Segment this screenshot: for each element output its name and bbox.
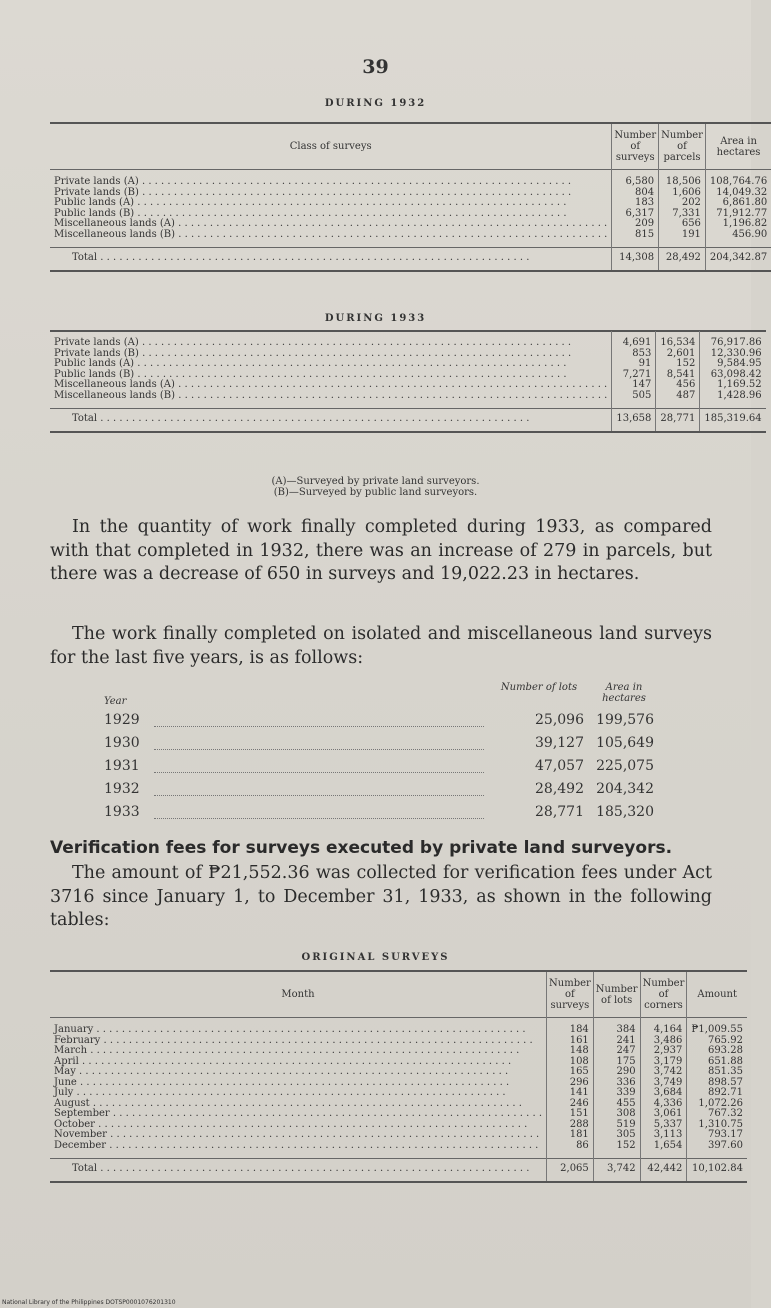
col-header: Number of lots	[500, 682, 578, 693]
col-header: Class of surveys	[289, 141, 372, 152]
row-label	[50, 1130, 547, 1141]
row-label-text: Private lands (B) . . .	[54, 188, 607, 199]
note-a: (A)—Surveyed by private land surveyors.	[271, 476, 480, 487]
col-header: Number of parcels	[659, 123, 706, 170]
paragraph-five-years: The work finally completed on isolated and miscellaneous land surveys for the last five years, is as follows:	[50, 624, 712, 668]
cell-value: 804	[612, 188, 659, 199]
five-year-row	[104, 781, 664, 804]
total-label-text: Total . . .	[72, 414, 607, 425]
cell-value: 456	[656, 380, 700, 391]
cell-value: ₱1,009.55	[687, 1018, 747, 1036]
row-label-text: Public lands (B) . . .	[54, 209, 607, 220]
table1-caption: DURING 1932	[324, 98, 427, 109]
cell-value: 767.32	[687, 1109, 747, 1120]
total-value: 204,342.87	[705, 248, 771, 271]
table-1933	[50, 330, 766, 433]
page-number: 39	[362, 56, 389, 78]
cell-value: 851.35	[687, 1067, 747, 1078]
total-label-text: Total . . .	[72, 253, 607, 264]
row-label	[50, 230, 612, 248]
cell-value: 91	[612, 359, 656, 370]
total-value: 2,065	[547, 1159, 594, 1182]
cell-value: 9,584.95	[700, 359, 766, 370]
total-value: 28,771	[656, 409, 700, 432]
cell-value: 4,691	[612, 331, 656, 349]
row-label-text: Private lands (A) . . .	[54, 338, 607, 349]
cell-value: 183	[612, 198, 659, 209]
row-label-text: January . . .	[54, 1025, 542, 1036]
cell-value: 1,169.52	[700, 380, 766, 391]
leader-dots	[154, 785, 484, 796]
row-label-text: Private lands (B) . . .	[54, 349, 607, 360]
table-row	[50, 391, 766, 409]
section-heading: Verification fees for surveys executed by private land surveyors.	[50, 838, 673, 858]
row-label	[50, 359, 612, 370]
table-row	[50, 1130, 747, 1141]
row-label-text: Miscellaneous lands (B) . . .	[54, 230, 607, 241]
cell-value: 1,072.26	[687, 1099, 747, 1110]
row-label-text: Miscellaneous lands (A) . . .	[54, 219, 607, 230]
cell-value: 71,912.77	[705, 209, 771, 220]
total-value: 14,308	[612, 248, 659, 271]
row-label	[50, 170, 612, 188]
area-value: 185,320	[596, 804, 654, 820]
cell-value: 2,601	[656, 349, 700, 360]
note-b: (B)—Surveyed by public land surveyors.	[273, 487, 478, 498]
cell-value: 14,049.32	[705, 188, 771, 199]
cell-value: 241	[593, 1036, 640, 1047]
cell-value: 7,271	[612, 370, 656, 381]
cell-value: 108,764.76	[705, 170, 771, 188]
table-row	[50, 1018, 747, 1036]
year: 1933	[104, 804, 140, 820]
total-label	[50, 248, 612, 271]
row-label-text: April . . .	[54, 1057, 542, 1068]
row-label-text: December . . .	[54, 1141, 542, 1152]
cell-value: 1,654	[640, 1141, 687, 1159]
cell-value: 3,684	[640, 1088, 687, 1099]
cell-value: 656	[659, 219, 706, 230]
cell-value: 18,506	[659, 170, 706, 188]
cell-value: 246	[547, 1099, 594, 1110]
cell-value: 63,098.42	[700, 370, 766, 381]
cell-value: 165	[547, 1067, 594, 1078]
lots-value: 28,492	[535, 781, 584, 797]
table-original-surveys	[50, 970, 747, 1183]
cell-value: 892.71	[687, 1088, 747, 1099]
lots-value: 28,771	[535, 804, 584, 820]
cell-value: 247	[593, 1046, 640, 1057]
row-label-text: Public lands (B) . . .	[54, 370, 607, 381]
row-label-text: Private lands (A) . . .	[54, 177, 607, 188]
total-label	[50, 1159, 547, 1182]
cell-value: 108	[547, 1057, 594, 1068]
row-label-text: November . . .	[54, 1130, 542, 1141]
cell-value: 290	[593, 1067, 640, 1078]
cell-value: 456.90	[705, 230, 771, 248]
total-label	[50, 409, 612, 432]
year: 1932	[104, 781, 140, 797]
cell-value: 181	[547, 1130, 594, 1141]
row-label	[50, 219, 612, 230]
row-label	[50, 1141, 547, 1159]
row-label-text: August . . .	[54, 1099, 542, 1110]
five-year-row	[104, 735, 664, 758]
cell-value: 3,113	[640, 1130, 687, 1141]
cell-value: 152	[593, 1141, 640, 1159]
cell-value: 151	[547, 1109, 594, 1120]
five-year-table	[104, 682, 664, 827]
col-header: Number of surveys	[612, 123, 659, 170]
table-row	[50, 380, 766, 391]
total-value: 42,442	[640, 1159, 687, 1182]
cell-value: 3,749	[640, 1078, 687, 1089]
paragraph-comparison: In the quantity of work finally completed during 1933, as compared with that completed in 1932, there was an increase of 279 in parcels, but there was a decrease of 650 in surveys and 19,022.23 in hectares.	[50, 517, 712, 584]
cell-value: 308	[593, 1109, 640, 1120]
cell-value: 16,534	[656, 331, 700, 349]
cell-value: 1,310.75	[687, 1120, 747, 1131]
table-notes	[0, 476, 751, 498]
cell-value: 519	[593, 1120, 640, 1131]
cell-value: 305	[593, 1130, 640, 1141]
table-row	[50, 219, 771, 230]
cell-value: 76,917.86	[700, 331, 766, 349]
cell-value: 296	[547, 1078, 594, 1089]
five-year-row	[104, 804, 664, 827]
cell-value: 898.57	[687, 1078, 747, 1089]
total-value: 10,102.84	[687, 1159, 747, 1182]
leader-dots	[154, 808, 484, 819]
area-value: 199,576	[596, 712, 654, 728]
cell-value: 3,179	[640, 1057, 687, 1068]
year: 1930	[104, 735, 140, 751]
col-header: Amount	[687, 971, 747, 1018]
row-label	[50, 380, 612, 391]
lots-value: 25,096	[535, 712, 584, 728]
cell-value: 175	[593, 1057, 640, 1068]
table-row	[50, 359, 766, 370]
cell-value: 184	[547, 1018, 594, 1036]
cell-value: 3,742	[640, 1067, 687, 1078]
cell-value: 148	[547, 1046, 594, 1057]
cell-value: 1,196.82	[705, 219, 771, 230]
cell-value: 765.92	[687, 1036, 747, 1047]
cell-value: 651.88	[687, 1057, 747, 1068]
row-label	[50, 391, 612, 409]
lots-value: 47,057	[535, 758, 584, 774]
five-year-row	[104, 712, 664, 735]
row-label-text: May . . .	[54, 1067, 542, 1078]
cell-value: 152	[656, 359, 700, 370]
cell-value: 209	[612, 219, 659, 230]
cell-value: 12,330.96	[700, 349, 766, 360]
cell-value: 3,061	[640, 1109, 687, 1120]
cell-value: 5,337	[640, 1120, 687, 1131]
cell-value: 6,317	[612, 209, 659, 220]
row-label-text: July . . .	[54, 1088, 542, 1099]
row-label-text: March . . .	[54, 1046, 542, 1057]
cell-value: 202	[659, 198, 706, 209]
cell-value: 4,336	[640, 1099, 687, 1110]
cell-value: 455	[593, 1099, 640, 1110]
col-header: Area in hectares	[705, 123, 771, 170]
area-value: 204,342	[596, 781, 654, 797]
row-label-text: Miscellaneous lands (B) . . .	[54, 391, 607, 402]
table3-caption: ORIGINAL SURVEYS	[301, 952, 450, 963]
table-row	[50, 230, 771, 248]
cell-value: 505	[612, 391, 656, 409]
table-row	[50, 1088, 747, 1099]
table-row	[50, 331, 766, 349]
row-label	[50, 1109, 547, 1120]
cell-value: 1,606	[659, 188, 706, 199]
cell-value: 288	[547, 1120, 594, 1131]
total-row	[50, 1159, 747, 1182]
cell-value: 4,164	[640, 1018, 687, 1036]
cell-value: 384	[593, 1018, 640, 1036]
col-header: Month	[281, 989, 315, 1000]
total-value: 13,658	[612, 409, 656, 432]
row-label-text: June . . .	[54, 1078, 542, 1089]
cell-value: 6,580	[612, 170, 659, 188]
table2-caption: DURING 1933	[324, 313, 427, 324]
table-row	[50, 1141, 747, 1159]
cell-value: 1,428.96	[700, 391, 766, 409]
cell-value: 339	[593, 1088, 640, 1099]
table-row	[50, 1109, 747, 1120]
table-row	[50, 170, 771, 188]
year: 1929	[104, 712, 140, 728]
row-label-text: Public lands (A) . . .	[54, 359, 607, 370]
cell-value: 86	[547, 1141, 594, 1159]
row-label-text: Miscellaneous lands (A) . . .	[54, 380, 607, 391]
table-row	[50, 198, 771, 209]
col-header: Area in hectares	[602, 682, 646, 704]
cell-value: 141	[547, 1088, 594, 1099]
leader-dots	[154, 716, 484, 727]
five-year-row	[104, 758, 664, 781]
row-label	[50, 198, 612, 209]
row-label-text: September . . .	[54, 1109, 542, 1120]
row-label	[50, 1018, 547, 1036]
row-label-text: February . . .	[54, 1036, 542, 1047]
cell-value: 397.60	[687, 1141, 747, 1159]
col-header: Number of corners	[640, 971, 687, 1018]
row-label	[50, 1046, 547, 1057]
cell-value: 853	[612, 349, 656, 360]
table-1932	[50, 122, 771, 272]
cell-value: 2,937	[640, 1046, 687, 1057]
table-row	[50, 1046, 747, 1057]
footer-credit: National Library of the Philippines DOTSP0001076201310	[2, 1299, 176, 1306]
col-header: Year	[104, 696, 127, 707]
total-row	[50, 248, 771, 271]
col-header: Number of surveys	[547, 971, 594, 1018]
row-label-text: October . . .	[54, 1120, 542, 1131]
cell-value: 147	[612, 380, 656, 391]
leader-dots	[154, 739, 484, 750]
cell-value: 336	[593, 1078, 640, 1089]
total-value: 185,319.64	[700, 409, 766, 432]
cell-value: 3,486	[640, 1036, 687, 1047]
cell-value: 793.17	[687, 1130, 747, 1141]
leader-dots	[154, 762, 484, 773]
cell-value: 161	[547, 1036, 594, 1047]
cell-value: 191	[659, 230, 706, 248]
cell-value: 6,861.80	[705, 198, 771, 209]
row-label	[50, 1088, 547, 1099]
area-value: 105,649	[596, 735, 654, 751]
cell-value: 815	[612, 230, 659, 248]
row-label	[50, 1067, 547, 1078]
lots-value: 39,127	[535, 735, 584, 751]
total-label-text: Total . . .	[72, 1164, 542, 1175]
row-label	[50, 331, 612, 349]
cell-value: 487	[656, 391, 700, 409]
area-value: 225,075	[596, 758, 654, 774]
row-label-text: Public lands (A) . . .	[54, 198, 607, 209]
total-value: 28,492	[659, 248, 706, 271]
cell-value: 7,331	[659, 209, 706, 220]
col-header: Number of lots	[593, 971, 640, 1018]
table-row	[50, 1067, 747, 1078]
total-row	[50, 409, 766, 432]
cell-value: 693.28	[687, 1046, 747, 1057]
year: 1931	[104, 758, 140, 774]
paragraph-fees: The amount of ₱21,552.36 was collected for verification fees under Act 3716 since January 1, to December 31, 1933, as shown in the following tables:	[50, 863, 712, 930]
cell-value: 8,541	[656, 370, 700, 381]
total-value: 3,742	[593, 1159, 640, 1182]
